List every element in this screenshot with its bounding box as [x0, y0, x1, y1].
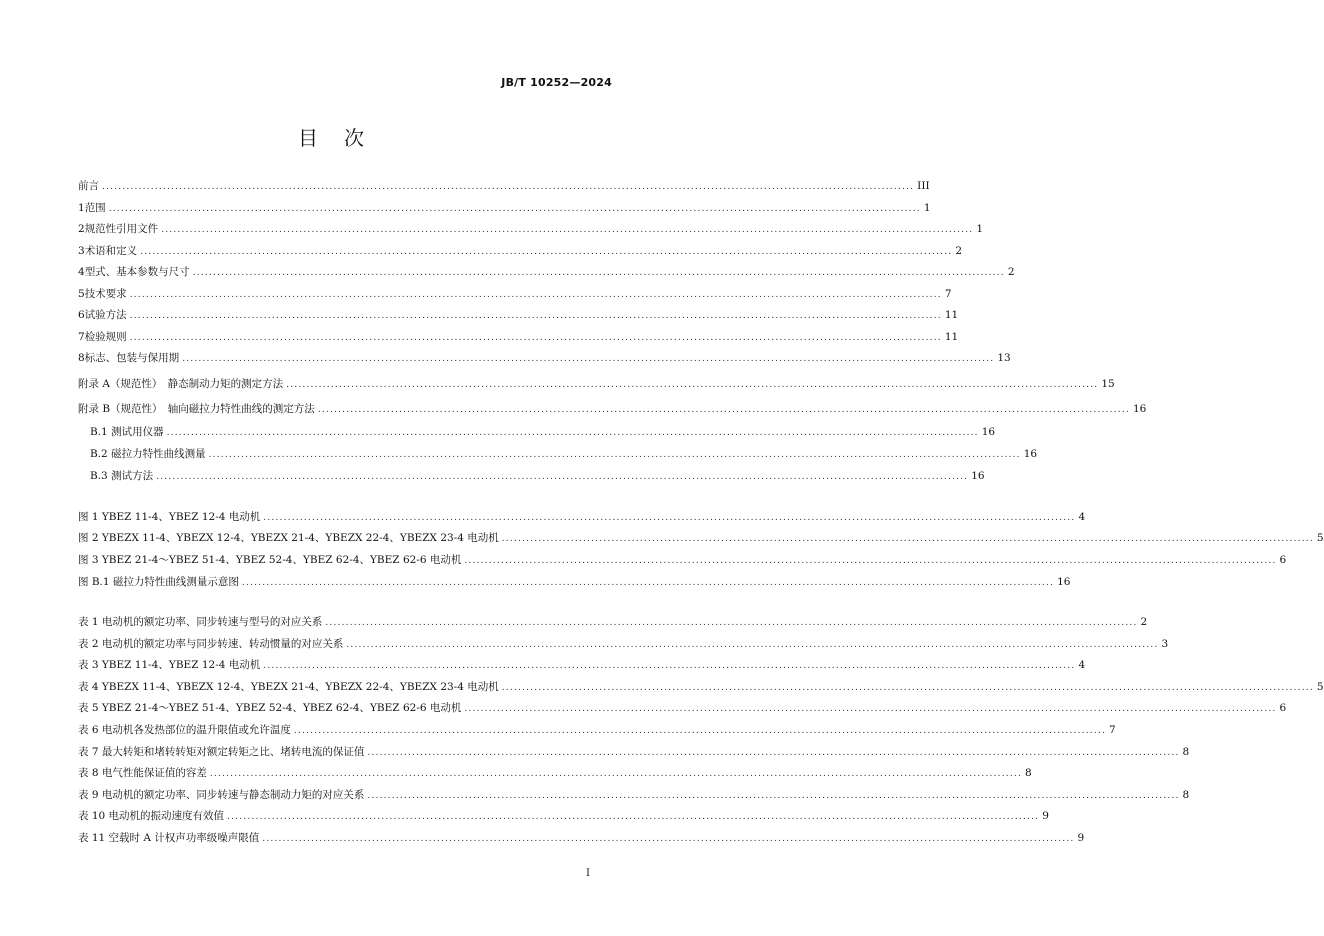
toc-entry-label: 表 9 电动机的额定功率、同步转速与静态制动力矩的对应关系: [78, 789, 365, 801]
toc-entry-label: 图 B.1 磁拉力特性曲线测量示意图: [78, 576, 239, 588]
toc-entry-label: 范围: [84, 202, 106, 214]
toc-entry[interactable]: [78, 200, 931, 216]
toc-entry-number: 4: [78, 266, 85, 278]
dot-leader: ........................................................................................................................................................................................................: [241, 578, 1055, 588]
toc-entry-page: 5: [1316, 532, 1324, 544]
toc-entry-page: 5: [1316, 681, 1324, 693]
toc-entry[interactable]: [78, 329, 959, 345]
toc-entry-number: 2: [78, 223, 85, 235]
toc-entry-label: 标志、包装与保用期: [84, 352, 180, 364]
toc-entry-page: 8: [1025, 767, 1032, 779]
toc-entry-page: 2: [1007, 266, 1015, 278]
toc-entry[interactable]: [78, 787, 1190, 803]
dot-leader: ........................................................................................................................................................................................................: [108, 204, 921, 214]
toc-entry-label: 表 3 YBEZ 11-4、YBEZ 12-4 电动机: [78, 659, 261, 671]
dot-leader: ........................................................................................................................................................................................................: [208, 450, 1021, 460]
toc-entry-page: 8: [1182, 746, 1190, 758]
toc-entry-page: 2: [1140, 616, 1148, 628]
toc-entry-label: 表 1 电动机的额定功率、同步转速与型号的对应关系: [78, 616, 323, 628]
toc-entry-page: 9: [1042, 810, 1049, 822]
toc-entry-number: 7: [78, 331, 85, 343]
toc-entry-number: 6: [78, 309, 85, 321]
toc-entry-label: 型式、基本参数与尺寸: [84, 266, 190, 278]
toc-entry[interactable]: [78, 350, 1011, 366]
toc-entry-label: 表 5 YBEZ 21-4～YBEZ 51-4、YBEZ 52-4、YBEZ 62-4、YBEZ 62-6 电动机: [78, 702, 462, 714]
toc-entry[interactable]: [78, 679, 1324, 695]
toc-entry-label: 规范性引用文件: [84, 223, 159, 235]
toc-entry[interactable]: [78, 657, 1086, 673]
toc-entry-label: 附录 A（规范性） 静态制动力矩的测定方法: [78, 378, 284, 390]
toc-entry-number: 3: [78, 245, 85, 257]
toc-entry[interactable]: [78, 509, 1086, 525]
dot-leader: ........................................................................................................................................................................................................: [501, 534, 1314, 544]
dot-leader: ........................................................................................................................................................................................................: [501, 683, 1314, 693]
toc-entry-label: 前言: [78, 180, 99, 192]
toc-entry-page: 4: [1078, 511, 1086, 523]
toc-entry-label: 表 4 YBEZX 11-4、YBEZX 12-4、YBEZX 21-4、YBEZX 22-4、YBEZX 23-4 电动机: [78, 681, 499, 693]
dot-leader: ........................................................................................................................................................................................................: [140, 247, 953, 257]
toc-entry-label: 试验方法: [84, 309, 127, 321]
toc-entry-page: 16: [981, 426, 996, 438]
toc-entry-page: 7: [944, 288, 952, 300]
toc-entry[interactable]: [78, 243, 963, 259]
toc-entry-label: B.2 磁拉力特性曲线测量: [90, 448, 206, 460]
toc-entry-page: 16: [1057, 576, 1071, 588]
dot-leader: ........................................................................................................................................................................................................: [129, 311, 942, 321]
toc-entry-page: 2: [955, 245, 963, 257]
dot-leader: ........................................................................................................................................................................................................: [262, 834, 1075, 844]
toc-entry-label: 表 2 电动机的额定功率与同步转速、转动惯量的对应关系: [78, 638, 344, 650]
page-number: I: [586, 868, 590, 879]
toc-entry-label: B.1 测试用仪器: [90, 426, 164, 438]
dot-leader: ........................................................................................................................................................................................................: [102, 182, 915, 192]
toc-entry[interactable]: [78, 376, 1115, 392]
toc-entry-number: 8: [78, 352, 85, 364]
dot-leader: ........................................................................................................................................................................................................: [192, 268, 1005, 278]
toc-entry-page: 16: [1132, 403, 1147, 415]
toc-entry-label: 图 2 YBEZX 11-4、YBEZX 12-4、YBEZX 21-4、YBEZX 22-4、YBEZX 23-4 电动机: [78, 532, 499, 544]
standard-code: JB/T 10252—2024: [501, 76, 612, 89]
toc-entry[interactable]: [78, 178, 930, 194]
toc-entry[interactable]: [78, 700, 1287, 716]
toc-entry-number: 5: [78, 288, 85, 300]
toc-entry-page: III: [917, 180, 930, 192]
toc-entry[interactable]: [78, 264, 1015, 280]
toc-entry-label: 表 7 最大转矩和堵转转矩对额定转矩之比、堵转电流的保证值: [78, 746, 365, 758]
dot-leader: ........................................................................................................................................................................................................: [317, 405, 1130, 415]
toc-entry-label: 技术要求: [84, 288, 127, 300]
toc-entry[interactable]: [78, 221, 984, 237]
toc-entry[interactable]: [78, 830, 1085, 846]
toc-entry-page: 1: [976, 223, 984, 235]
toc-entry-label: 术语和定义: [84, 245, 138, 257]
toc-entry[interactable]: [78, 307, 959, 323]
dot-leader: ........................................................................................................................................................................................................: [182, 354, 995, 364]
toc-entry-page: 6: [1279, 554, 1287, 566]
toc-entry-label: 检验规则: [84, 331, 127, 343]
toc-entry-label: 表 10 电动机的振动速度有效值: [78, 810, 225, 822]
toc-entry-page: 1: [923, 202, 931, 214]
toc-entry-page: 15: [1101, 378, 1115, 390]
toc-entry[interactable]: [78, 574, 1071, 590]
toc-entry-label: 图 3 YBEZ 21-4～YBEZ 51-4、YBEZ 52-4、YBEZ 62-4、YBEZ 62-6 电动机: [78, 554, 462, 566]
toc-entry[interactable]: [90, 446, 1038, 462]
dot-leader: ........................................................................................................................................................................................................: [263, 661, 1076, 671]
toc-entry[interactable]: [78, 552, 1287, 568]
dot-leader: ........................................................................................................................................................................................................: [367, 748, 1180, 758]
toc-entry[interactable]: [78, 614, 1148, 630]
toc-entry[interactable]: [78, 530, 1324, 546]
dot-leader: ........................................................................................................................................................................................................: [129, 333, 942, 343]
toc-entry-label: B.3 测试方法: [90, 470, 154, 482]
toc-entry[interactable]: [90, 468, 985, 484]
toc-entry-number: 1: [78, 202, 85, 214]
toc-entry[interactable]: [90, 424, 996, 440]
dot-leader: ........................................................................................................................................................................................................: [464, 704, 1277, 714]
dot-leader: ........................................................................................................................................................................................................: [161, 225, 974, 235]
dot-leader: ........................................................................................................................................................................................................: [464, 556, 1277, 566]
toc-entry-page: 8: [1182, 789, 1190, 801]
dot-leader: ........................................................................................................................................................................................................: [367, 791, 1180, 801]
toc-entry[interactable]: [78, 401, 1147, 417]
toc-entry-page: 4: [1078, 659, 1086, 671]
toc-entry[interactable]: [78, 808, 1049, 824]
toc-entry[interactable]: [78, 765, 1032, 781]
toc-entry-page: 16: [1023, 448, 1038, 460]
toc-entry-page: 9: [1077, 832, 1085, 844]
toc-entry-page: 6: [1279, 702, 1287, 714]
toc-entry-page: 7: [1109, 724, 1116, 736]
toc-entry-label: 表 6 电动机各发热部位的温升限值或允许温度: [78, 724, 291, 736]
dot-leader: ........................................................................................................................................................................................................: [209, 769, 1023, 779]
dot-leader: ........................................................................................................................................................................................................: [346, 640, 1159, 650]
toc-entry[interactable]: [78, 636, 1169, 652]
toc-entry[interactable]: [78, 722, 1116, 738]
dot-leader: ........................................................................................................................................................................................................: [286, 380, 1099, 390]
toc-entry-page: 3: [1161, 638, 1169, 650]
toc-entry-label: 图 1 YBEZ 11-4、YBEZ 12-4 电动机: [78, 511, 261, 523]
toc-entry-label: 附录 B（规范性） 轴向磁拉力特性曲线的测定方法: [78, 403, 315, 415]
page-title: 目次: [298, 126, 390, 150]
dot-leader: ........................................................................................................................................................................................................: [129, 290, 942, 300]
dot-leader: ........................................................................................................................................................................................................: [227, 812, 1040, 822]
toc-entry-page: 11: [944, 309, 959, 321]
toc-entry[interactable]: [78, 744, 1190, 760]
dot-leader: ........................................................................................................................................................................................................: [166, 428, 979, 438]
toc-entry-page: 11: [944, 331, 959, 343]
toc-entry-label: 表 11 空载时 A 计权声功率级噪声限值: [78, 832, 260, 844]
dot-leader: ........................................................................................................................................................................................................: [156, 472, 969, 482]
dot-leader: ........................................................................................................................................................................................................: [325, 618, 1138, 628]
toc-entry-page: 16: [971, 470, 985, 482]
toc-entry-label: 表 8 电气性能保证值的容差: [78, 767, 207, 779]
toc-entry[interactable]: [78, 286, 952, 302]
dot-leader: ........................................................................................................................................................................................................: [293, 726, 1107, 736]
toc-entry-page: 13: [997, 352, 1011, 364]
dot-leader: ........................................................................................................................................................................................................: [263, 513, 1076, 523]
